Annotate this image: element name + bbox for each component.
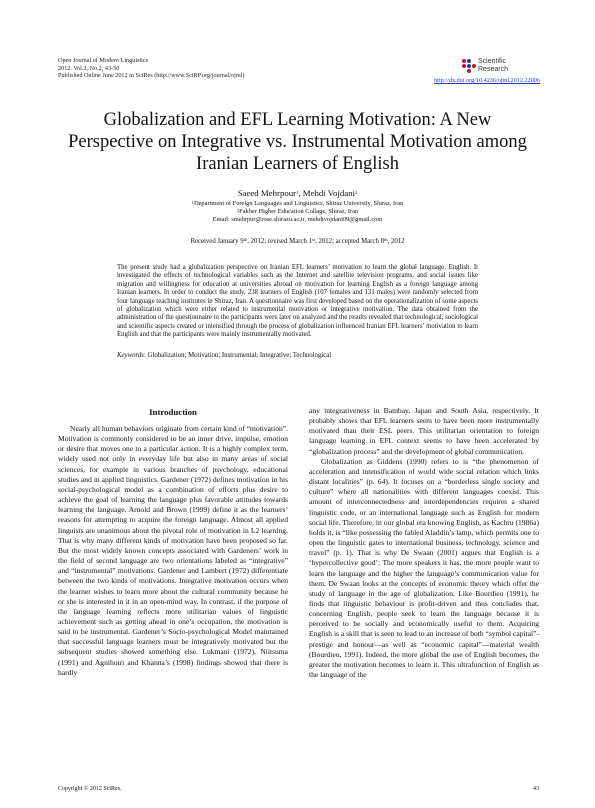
keywords-label: Keywords xyxy=(117,352,144,359)
header-right xyxy=(410,57,540,83)
authors: Saeed Mehrpour$^1$, Mehdi Vojdani$^2$ xyxy=(237,188,358,198)
journal-published: Published Online June 2012 in SciRes (http://www.SciRP.org/journal/ojml) xyxy=(58,72,245,80)
author-emails: Email: smehrpur@rose.shirazu.ac.ir, mehdivojdani09@gmail.com xyxy=(212,216,383,224)
journal-volume: 2012. Vol.2, No.2, 43-50 xyxy=(58,64,120,72)
intro-paragraph-2: any integrativeness in Bambay, Japan and South Asia, respectively. It probably shows that EFL learners seem to have been more instrumentally motivated than their ESL peers. This utilitarian orientation to foreign language learning in EFL context seems to have been accelerated by “globalization process” and the development of global communication. xyxy=(309,406,539,456)
page-number: 43 xyxy=(533,786,539,792)
left-column xyxy=(58,424,288,678)
journal-name: Open Journal of Modern Linguistics xyxy=(58,57,149,64)
copyright: Copyright © 2012 SciRes. xyxy=(58,786,122,792)
right-column xyxy=(309,406,539,680)
author-1: Saeed Mehrpour xyxy=(237,188,297,198)
abstract: The present study had a globalization perspective on Iranian EFL learners’ motivation to learn the global language, English. It investigated the effects of technological variables such as the Internet and satellite television programs, and social issues like migration and willingness for education at universities abroad on motivation for learning English as a foreign language among Iranian learners. In order to conduct the study, 238 learners of English (107 females and 131 males) were randomly selected from four language teaching institutes in Shiraz, Iran. A questionnaire was first developed based on the operationalization of some aspects of globalization which were either related to instrumental motivation or integrative motivation. The data obtained from the administration of the questionnaire to the participants were later on analyzed and the results revealed that technological, sociological and scientific aspects created or intensified through the process of globalization influenced Iranian EFL learners’ motivation to learn English and that the participants were mainly instrumentally motivated. xyxy=(117,264,478,339)
keywords-text: : Globalization; Motivation; Instrumental; Integrative; Technological xyxy=(143,352,332,359)
affiliations xyxy=(60,200,535,225)
author-2: Mehdi Vojdani xyxy=(302,188,355,198)
keywords xyxy=(117,352,478,359)
intro-paragraph-3: Globalization as Giddens (1990) refers to is “the phenomenon of acceleration and intensification of world wide social relation which links distant localities” (p. 64). It focuses on a “borderless single society and culture” where all nationalities with different languages coexist. This amount of interconnectedness and interdependencies requires a shared linguistic code, or an international language such as English for modern social life. Therefore, in our global era knowing English, as Kachru (1986a) holds it, is “like possessing the fabled Aladdin’s lamp, which permits one to open the linguistic gates to international business, technology, science and travel” (p. 1). That is why De Swaan (2001) argues that English is a ‘hypercollective good’: The more speakers it has, the more people want to learn the language and the higher the language’s communication value for them. De Swaan looks at the concepts of economic theory which offer the study of language in the age of globalization. Like Bourdieu (1991), he finds that linguistic behaviour is profit-driven and thus concludes that, concerning English, people seek to learn the language because it is perceived to be socially and economically useful to them. Acquiring English is a skill that is seen to lead to an increase of both “symbol capital”-prestige and honour—as well as “economic capital”—material wealth (Bourdieu, 1991). Indeed, the more global the use of English becomes, the greater the motivation becomes to learn it. This ultrafunction of English as the language of the xyxy=(309,456,539,680)
doi-link[interactable]: http://dx.doi.org/10.4236/ojml.2012.22006 xyxy=(434,77,540,84)
logo-text: Scientific Research xyxy=(478,58,508,73)
received-dates: Received January 9th, 2012; revised March 1st, 2012; accepted March 8th, 2012 xyxy=(190,237,405,245)
affiliation-2: $^2$Fakher Higher Education Collage, Shiraz, Iran xyxy=(236,208,359,216)
paper-title: Globalization and EFL Learning Motivation: A New Perspective on Integrative vs. Instrumental Motivation among Iranian Learners of English xyxy=(68,110,527,174)
journal-header xyxy=(58,57,244,80)
intro-paragraph-1: Nearly all human behaviors originate from certain kind of “motivation”. Motivation is commonly considered to be an inner drive, impulse, emotion or desire that moves one to a particular action. It is a highly complex term, widely used not only in everyday life but also in many areas of social sciences, for example in various branches of psychology, educational studies and in applied linguistics. Gardener (1972) defines motivation in his social-psychological model as a combination of efforts plus desire to achieve the goal of learning the language plus favorable attitudes towards learning the language. Arnold and Brown (1999) define it as the learners’ reasons for attempting to acquire the foreign language. Almost all applied linguists are unanimous about the pivotal role of motivation in L2 learning. That is why many different kinds of motivation have been proposed so far. But the most widely known concepts associated with Gardeners’ work in the field of second language are two orientations labeled as “integrative” and “instrumental” motivations. Gardener and Lambert (1972) differentiate between the two kinds of motivations. Integrative motivation occurs when the learner wishes to learn more about the cultural community because he or she is interested in it in an open-mind way. In contrast, if the purpose of the language learning reflects more utilitarian values of linguistic achievement such as getting ahead in one’s occupation, the motivation is said to be instrumental. Gardener’s Socio-psychological Model maintained that successful language learners must be integratively motivated but the subsequent studies showed something else. Lukmani (1972), Niitsuma (1991) and Agnihotri and Khanna’s (1998) findings showed that there is hardly xyxy=(58,424,288,677)
logo-dots-icon xyxy=(462,59,476,73)
scientific-research-logo xyxy=(462,57,540,79)
section-heading-introduction: Introduction xyxy=(149,407,197,417)
affiliation-1: $^1$Department of Foreign Languages and Linguistics, Shiraz University, Shiraz, Iran xyxy=(191,200,404,207)
